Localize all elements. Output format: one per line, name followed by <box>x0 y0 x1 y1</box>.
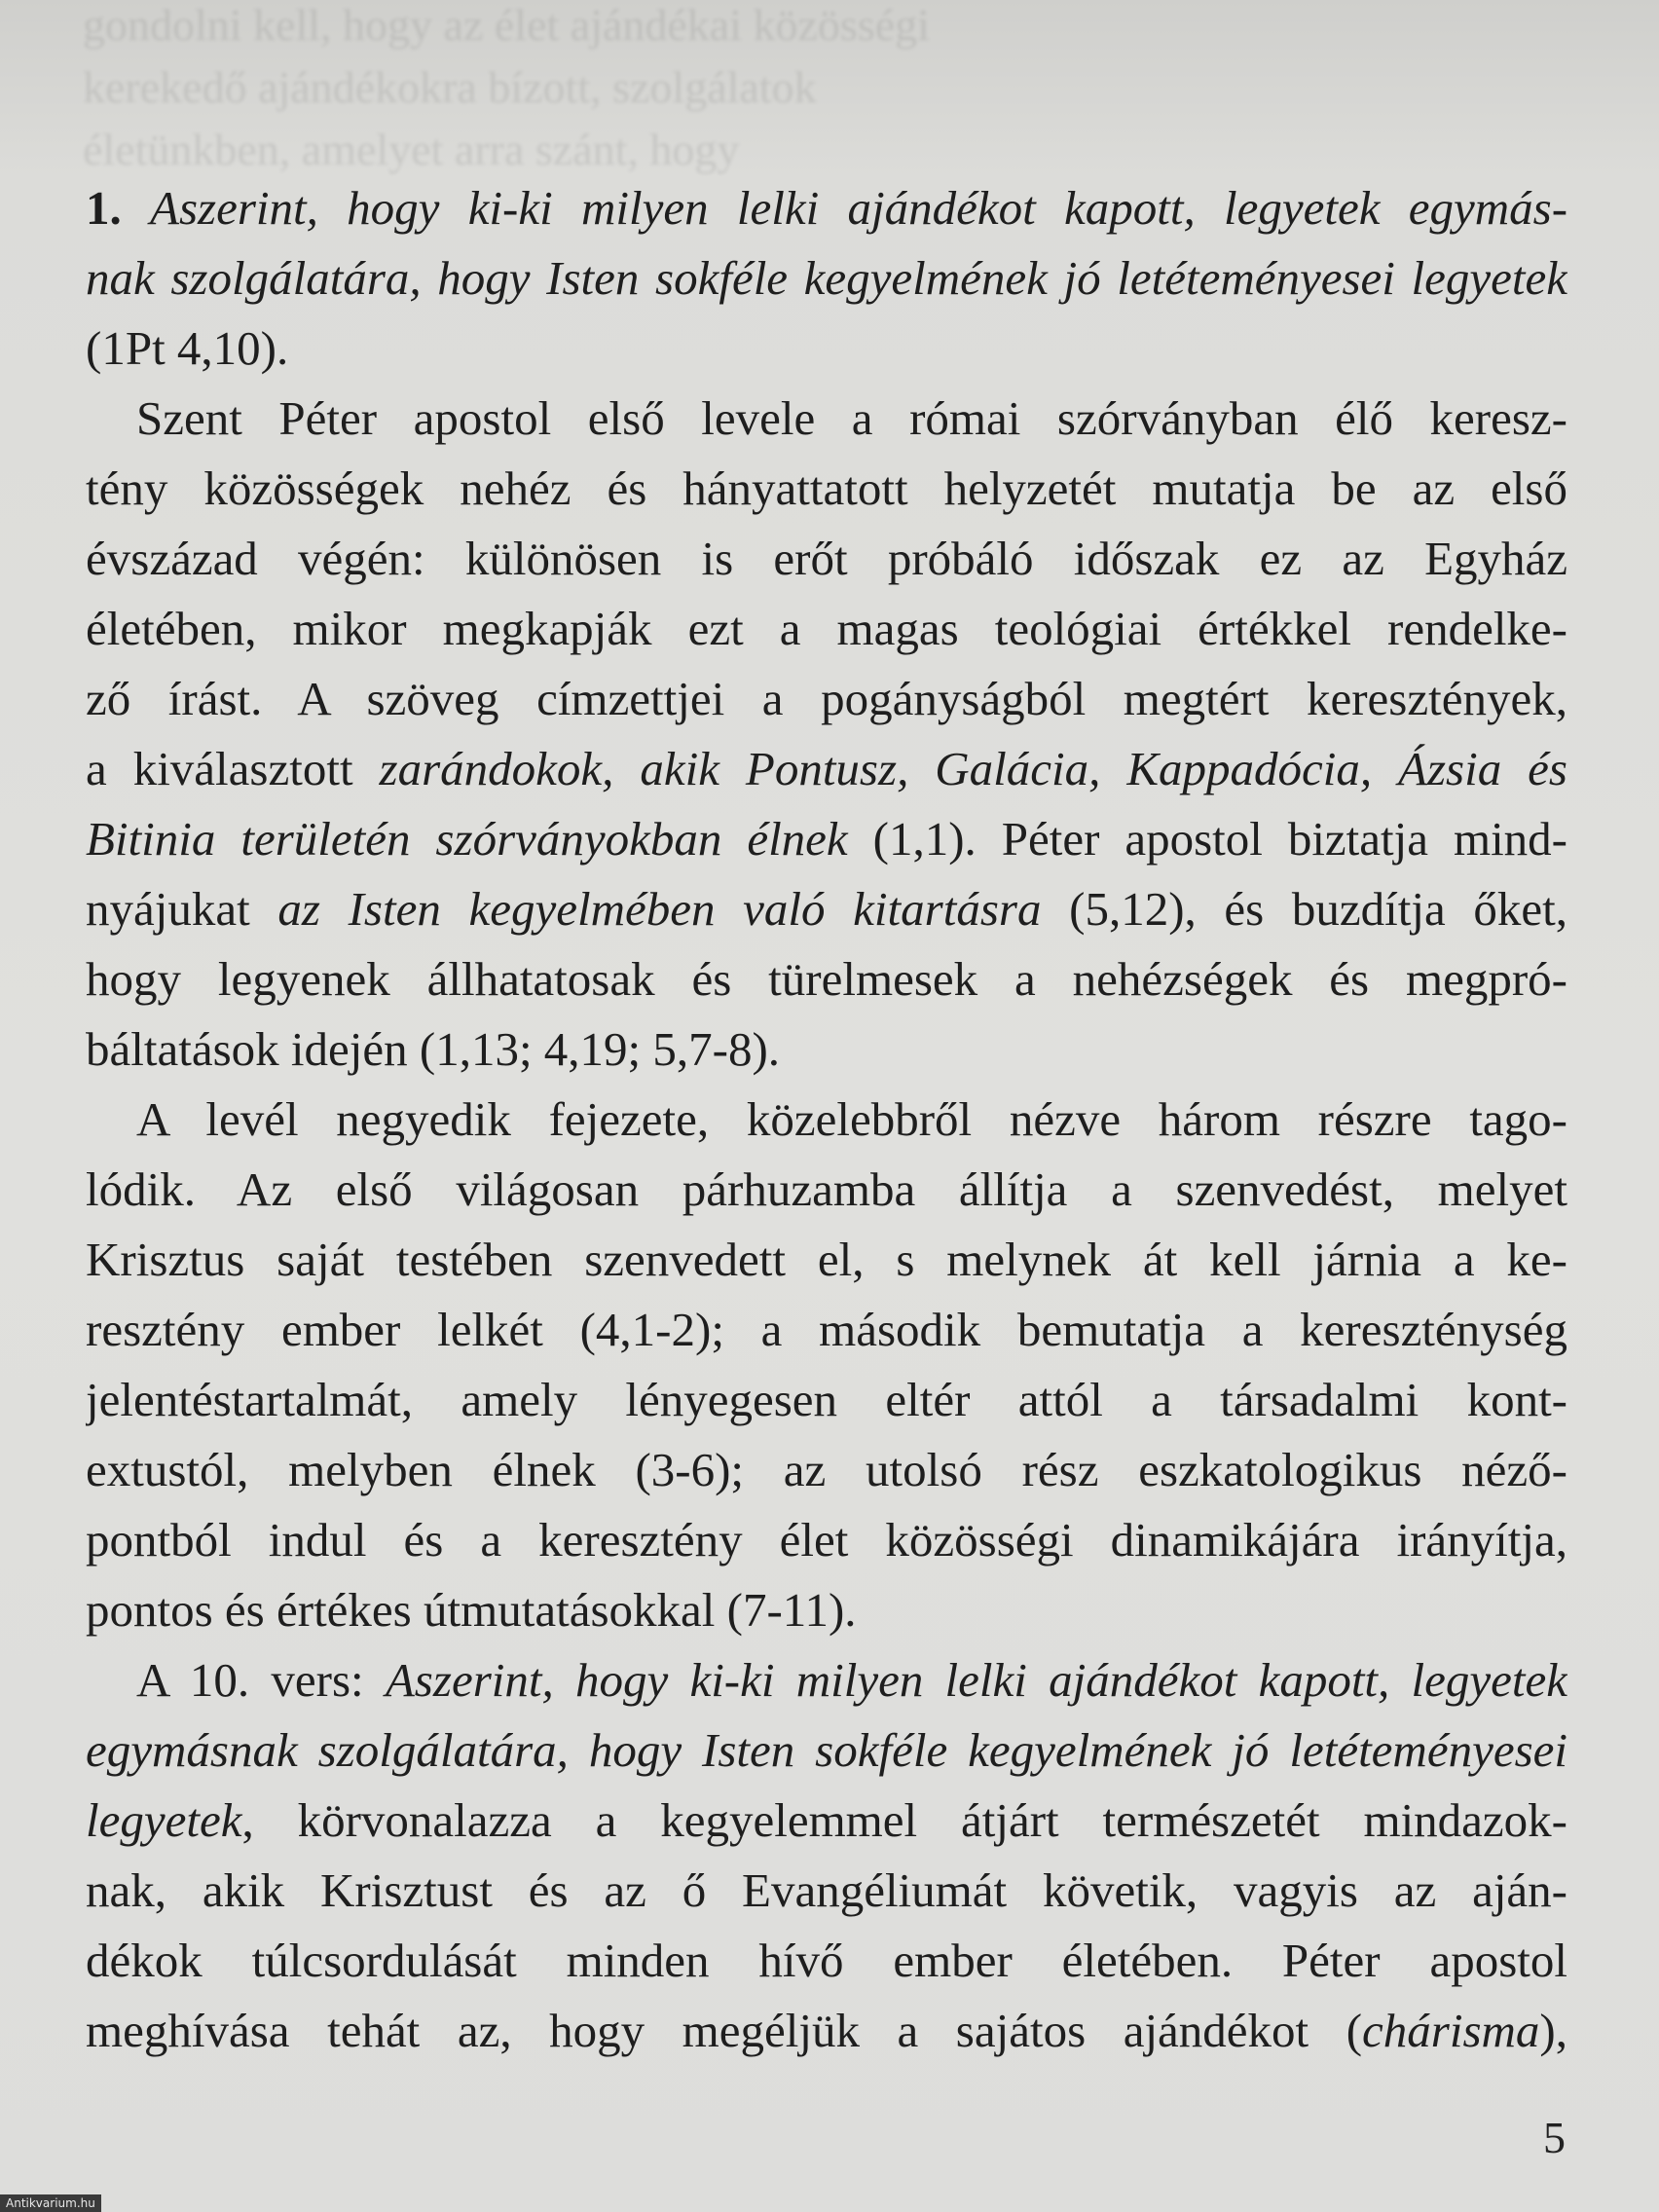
text-line <box>86 1435 1567 1505</box>
italic-quote: chárisma <box>1362 2004 1540 2057</box>
text-run: (1Pt 4,10). <box>86 321 289 375</box>
text-run: ), <box>1539 2004 1567 2057</box>
text-run: resztény ember lelkét (4,1-2); a második bemutatja a kereszténység <box>86 1303 1567 1356</box>
text-line <box>86 313 1567 384</box>
text-line <box>86 804 1567 874</box>
bleed-through-line: gondolni kell, hogy az élet ajándékai közösségi <box>83 0 930 50</box>
italic-quote: egymásnak szolgálatára, hogy Isten sokféle kegyelmének jó letéteményesei <box>86 1723 1567 1777</box>
text-run: A 10. vers: <box>136 1653 386 1707</box>
text-run: A levél negyedik fejezete, közelebbről nézve három részre tago- <box>136 1092 1567 1146</box>
text-line <box>86 1014 1567 1085</box>
text-run: hogy legyenek állhatatosak és türelmesek a nehézségek és megpró- <box>86 952 1567 1006</box>
text-run: pontos és értékes útmutatásokkal (7-11). <box>86 1583 857 1637</box>
text-run: jelentéstartalmát, amely lényegesen eltér attól a társadalmi kont- <box>86 1373 1567 1426</box>
text-line <box>86 1786 1567 1856</box>
text-run: életében, mikor megkapják ezt a magas teológiai értékkel rendelke- <box>86 602 1567 655</box>
italic-quote: Aszerint, hogy ki-ki milyen lelki ajándékot kapott, legyetek <box>385 1653 1567 1707</box>
bleed-through-line: kerekedő ajándékokra bízott, szolgálatok <box>83 62 817 112</box>
text-run: báltatások idején (1,13; 4,19; 5,7-8). <box>86 1022 781 1076</box>
text-run <box>122 181 150 235</box>
text-run: lódik. Az első világosan párhuzamba állítja a szenvedést, melyet <box>86 1162 1567 1216</box>
text-line <box>86 384 1567 454</box>
text-run: évszázad végén: különösen is erőt próbáló időszak ez az Egyház <box>86 532 1567 585</box>
text-line <box>86 594 1567 664</box>
text-line <box>86 1856 1567 1926</box>
text-run: meghívása tehát az, hogy megéljük a sajátos ajándékot ( <box>86 2004 1363 2057</box>
text-line <box>86 243 1567 313</box>
text-line <box>86 1926 1567 1996</box>
text-run: Szent Péter apostol első levele a római szórványban élő keresz- <box>136 391 1567 445</box>
text-line <box>86 664 1567 734</box>
text-run: extustól, melyben élnek (3-6); az utolsó rész eszkatologikus néző- <box>86 1443 1567 1496</box>
text-line <box>86 1575 1567 1645</box>
text-run: (5,12), és buzdítja őket, <box>1041 882 1567 936</box>
text-line <box>86 944 1567 1014</box>
page-number: 5 <box>1543 2113 1566 2162</box>
text-line <box>86 1155 1567 1225</box>
text-line <box>86 1295 1567 1365</box>
text-line <box>86 173 1567 243</box>
text-run: nyájukat <box>86 882 278 936</box>
text-line <box>86 1645 1567 1715</box>
italic-quote: zarándokok, akik Pontusz, Galácia, Kappadócia, Ázsia és <box>379 742 1567 795</box>
italic-quote: Bitinia területén szórványokban élnek <box>86 812 848 866</box>
text-line <box>86 1225 1567 1295</box>
bleed-through-line: életünkben, amelyet arra szánt, hogy <box>83 125 740 174</box>
text-run: dékok túlcsordulását minden hívő ember életében. Péter apostol <box>86 1934 1567 1987</box>
text-run: tény közösségek nehéz és hányattatott helyzetét mutatja be az első <box>86 461 1567 515</box>
text-line <box>86 1365 1567 1435</box>
text-line <box>86 734 1567 804</box>
text-run: Krisztus saját testében szenvedett el, s melynek át kell járnia a ke- <box>86 1233 1567 1286</box>
italic-quote: Aszerint, hogy ki-ki milyen lelki ajándékot kapott, legyetek egymás- <box>150 181 1567 235</box>
text-run: nak, akik Krisztust és az ő Evangéliumát követik, vagyis az aján- <box>86 1863 1567 1917</box>
text-line <box>86 454 1567 524</box>
text-line <box>86 874 1567 944</box>
watermark: Antikvarium.hu <box>0 2194 101 2212</box>
text-line <box>86 1085 1567 1155</box>
bleed-through-text <box>83 0 1582 181</box>
text-run: (1,1). Péter apostol biztatja mind- <box>847 812 1567 866</box>
italic-quote: nak szolgálatára, hogy Isten sokféle kegyelmének jó letéteményesei legyetek <box>86 251 1567 305</box>
text-run: ző írást. A szöveg címzettjei a pogányságból megtért keresztények, <box>86 672 1567 725</box>
italic-quote: az Isten kegyelmében való kitartásra <box>277 882 1042 936</box>
text-line <box>86 1715 1567 1786</box>
text-run: pontból indul és a keresztény élet közösségi dinamikájára irányítja, <box>86 1513 1567 1567</box>
text-line <box>86 1505 1567 1575</box>
text-run: a kiválasztott <box>86 742 380 795</box>
text-line <box>86 524 1567 594</box>
paragraph-number: 1. <box>86 181 122 235</box>
page-body <box>86 173 1567 2066</box>
text-run: , körvonalazza a kegyelemmel átjárt természetét mindazok- <box>241 1793 1567 1847</box>
text-line <box>86 1996 1567 2066</box>
italic-quote: legyetek <box>86 1793 242 1847</box>
